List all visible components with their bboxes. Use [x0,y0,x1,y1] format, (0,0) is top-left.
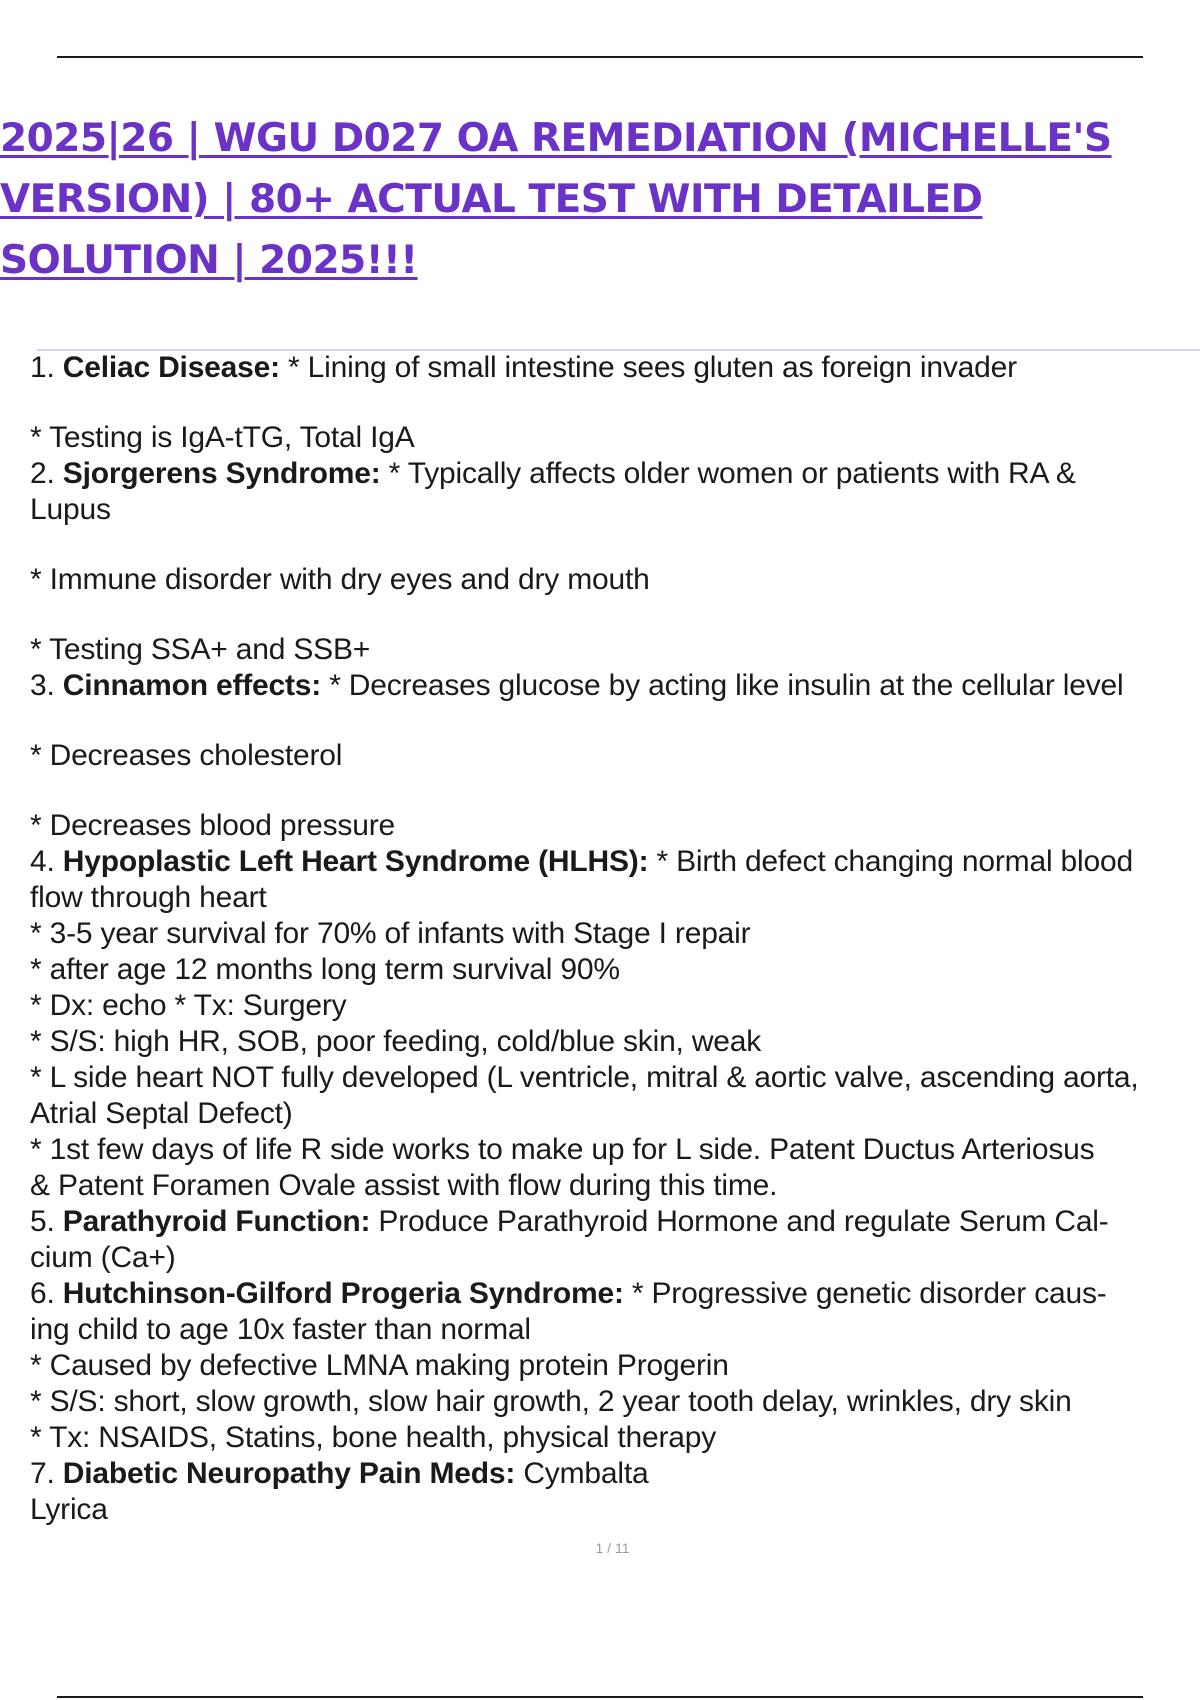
item-number: 7. [30,1457,55,1490]
item-term: Parathyroid Function: [62,1205,371,1238]
item-term: Hutchinson-Gilford Progeria Syndrome: [62,1277,624,1310]
item-definition: * Lining of small intestine sees gluten as foreign invader [279,351,1017,384]
item-3-head [30,668,1200,704]
item-definition: * Birth defect changing normal blood [648,845,1133,878]
item-line: * Immune disorder with dry eyes and dry mouth [30,563,650,596]
item-definition: * Typically affects older women or patients with RA & [380,457,1076,490]
item-line: Lupus [30,493,111,526]
item-number: 3. [30,669,55,702]
item-line: * Decreases cholesterol [30,739,343,772]
item-line: * Dx: echo * Tx: Surgery [30,989,347,1022]
item-line: * S/S: high HR, SOB, poor feeding, cold/blue skin, weak [30,1025,762,1058]
item-number: 4. [30,845,55,878]
flashcard-list [30,350,1200,1528]
item-number: 1. [30,351,55,384]
item-6-head [30,1276,1200,1312]
item-4-head [30,844,1200,880]
spacer [30,598,1200,632]
title-line-1: 2025|26 | WGU D027 OA REMEDIATION (MICHELLE'S [0,116,1112,161]
item-2-head [30,456,1200,492]
top-rule [57,56,1143,58]
item-line: * Decreases blood pressure [30,809,395,842]
item-1-head [30,350,1200,386]
spacer [30,704,1200,738]
item-term: Celiac Disease: [62,351,280,384]
title-line-2: VERSION) | 80+ ACTUAL TEST WITH DETAILED [0,177,983,222]
item-term: Cinnamon effects: [62,669,322,702]
item-line: * Testing is IgA-tTG, Total IgA [30,421,415,454]
item-7-head [30,1456,1200,1492]
item-line: * 1st few days of life R side works to make up for L side. Patent Ductus Arteriosus [30,1133,1095,1166]
item-line: * Testing SSA+ and SSB+ [30,633,371,666]
spacer [30,386,1200,420]
item-line: Lyrica [30,1493,108,1526]
document-title [0,108,1180,291]
bottom-rule [57,1696,1143,1698]
item-number: 6. [30,1277,55,1310]
item-term: Hypoplastic Left Heart Syndrome (HLHS): [62,845,649,878]
item-term: Sjorgerens Syndrome: [62,457,381,490]
item-line: & Patent Foramen Ovale assist with flow during this time. [30,1169,778,1202]
spacer [30,774,1200,808]
spacer [30,528,1200,562]
item-definition: Produce Parathyroid Hormone and regulate Serum Cal- [370,1205,1109,1238]
item-term: Diabetic Neuropathy Pain Meds: [62,1457,516,1490]
item-line: Atrial Septal Defect) [30,1097,293,1130]
item-line: ing child to age 10x faster than normal [30,1313,531,1346]
item-definition: * Decreases glucose by acting like insulin at the cellular level [321,669,1124,702]
item-line: * Tx: NSAIDS, Statins, bone health, physical therapy [30,1421,717,1454]
item-line: * L side heart NOT fully developed (L ventricle, mitral & aortic valve, ascending aorta, [30,1061,1139,1094]
page-indicator: 1 / 11 [595,1540,630,1556]
item-5-head [30,1204,1200,1240]
item-line: * S/S: short, slow growth, slow hair growth, 2 year tooth delay, wrinkles, dry skin [30,1385,1072,1418]
item-number: 2. [30,457,55,490]
item-number: 5. [30,1205,55,1238]
item-line: cium (Ca+) [30,1241,176,1274]
item-line: * after age 12 months long term survival 90% [30,953,620,986]
item-line: * Caused by defective LMNA making protein Progerin [30,1349,729,1382]
item-definition: * Progressive genetic disorder caus- [623,1277,1107,1310]
item-line: * 3-5 year survival for 70% of infants with Stage I repair [30,917,751,950]
item-definition: Cymbalta [515,1457,649,1490]
item-line: flow through heart [30,881,267,914]
title-line-3: SOLUTION | 2025!!! [0,238,418,283]
